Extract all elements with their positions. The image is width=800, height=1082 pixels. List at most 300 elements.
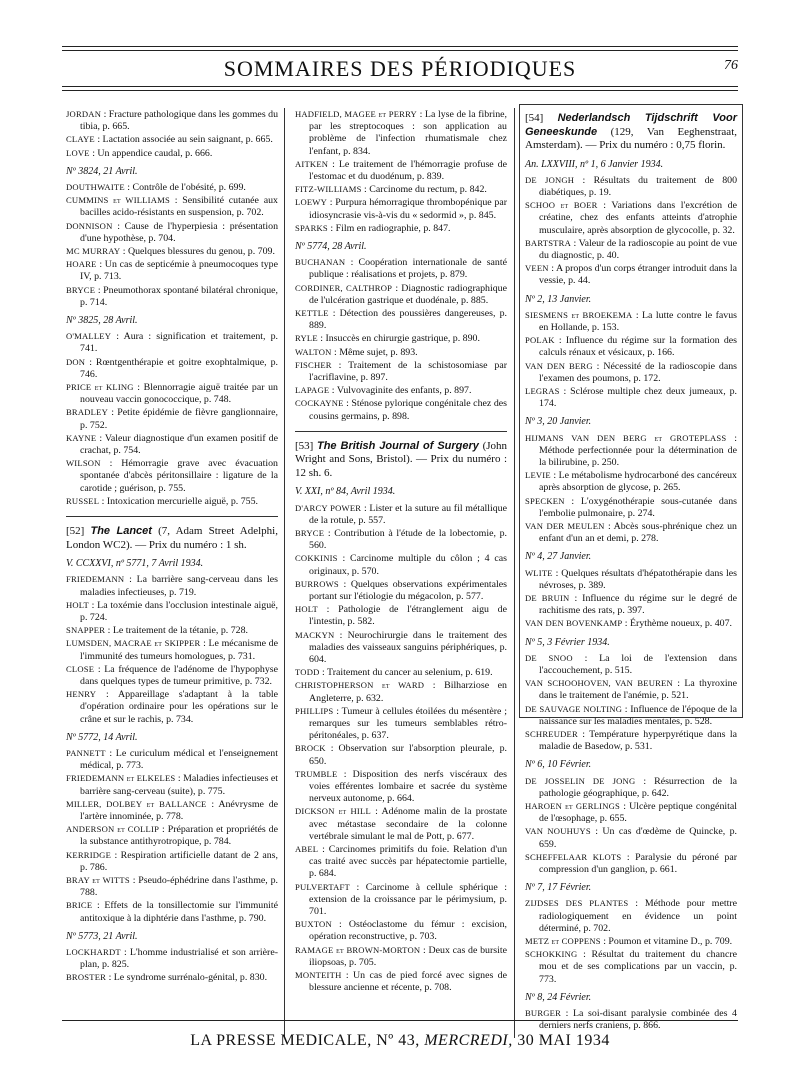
entry-text: : Appareillage s'adaptant à la table d'opération ordinaire pour les opérations sur le crâne et sur le rachis, p. 734. bbox=[80, 689, 279, 725]
header-rule-top-2 bbox=[62, 50, 738, 51]
issue-heading: V. CCXXVI, nº 5771, 7 Avril 1934. bbox=[66, 558, 204, 570]
entry-author: DON bbox=[66, 356, 86, 367]
list-item bbox=[295, 108, 507, 158]
entry-text: : Pathologie de l'étranglement aigu de l'intestin, p. 582. bbox=[309, 604, 507, 628]
journal-publisher: (John Wright and Sons, Bristol). — Prix du numéro : 12 sh. 6. bbox=[295, 439, 508, 479]
entry-author: CLOSE bbox=[66, 663, 95, 674]
footer-date: 30 MAI 1934 bbox=[517, 1032, 610, 1049]
list-item bbox=[525, 728, 737, 753]
footer-weekday: MERCREDI, bbox=[424, 1032, 513, 1049]
entry-text: : Intoxication mercurielle aiguë, p. 755. bbox=[101, 495, 258, 507]
entry-text: : Effets de la tonsillectomie sur l'immunité antitoxique à la diphtérie dans l'asthme, p. 790. bbox=[80, 900, 278, 924]
entry-author: CUMMINS et WILLIAMS bbox=[66, 195, 170, 206]
list-item bbox=[66, 194, 278, 219]
list-item bbox=[66, 406, 279, 431]
entry-author: KETTLE bbox=[295, 308, 329, 319]
entry-author: PHILLIPS bbox=[295, 705, 334, 716]
list-item bbox=[295, 346, 507, 359]
entry-text: : Rœntgenthérapie et goitre exophtalmique, p. 746. bbox=[80, 356, 279, 380]
entry-author: METZ et COPPENS bbox=[525, 936, 601, 947]
list-item bbox=[66, 663, 278, 688]
entry-text: : Pseudo-éphédrine dans l'asthme, p. 788. bbox=[80, 874, 279, 899]
list-item bbox=[295, 805, 507, 843]
entry-text: : Le traitement de l'hémorragie profuse de l'estomac et du duodénum, p. 839. bbox=[309, 158, 507, 183]
list-item bbox=[295, 196, 507, 221]
entry-text: : Température hyperpyrétique dans la maladie de Basedow, p. 531. bbox=[539, 729, 737, 753]
list-item bbox=[66, 573, 279, 598]
entry-text: : Le curiculum médical et l'enseignement médical, p. 773. bbox=[80, 747, 278, 772]
journal-publisher: (7, Adam Street Adelphi, London WC2). — Prix du numéro : 1 sh. bbox=[66, 525, 278, 551]
entry-text: : Blennorragie aiguë traitée par un nouveau vaccin gonococcique, p. 748. bbox=[80, 382, 278, 406]
entry-text: : Quelques blessures du genou, p. 709. bbox=[122, 246, 275, 258]
entry-author: HOLT bbox=[66, 599, 89, 610]
entry-text: : Variations dans l'excrétion de créatine, chez des enfants atteints d'atrophie musculaire, après absorption de glycocolle, p. 32. bbox=[539, 200, 737, 236]
entry-author: BRYCE bbox=[295, 527, 325, 538]
list-item bbox=[525, 800, 737, 825]
list-item bbox=[66, 330, 278, 355]
list-item bbox=[66, 457, 278, 495]
entry-author: HOARE bbox=[66, 259, 97, 270]
entry-text: : Insuccès en chirurgie gastrique, p. 890. bbox=[320, 333, 480, 345]
journal-name: Nederlandsch Tijdschrift Voor Geneeskunde bbox=[525, 112, 737, 138]
entry-author: TRUMBLE bbox=[295, 768, 338, 779]
entry-author: BRICE bbox=[66, 900, 93, 911]
entry-text: : Résultats du traitement de 800 diabétiques, p. 19. bbox=[539, 174, 738, 198]
entry-author: AITKEN bbox=[295, 158, 329, 169]
entry-text: : Disposition des nerfs viscéraux des voies efférentes lombaire et sacrée du système nerveux autonome, p. 664. bbox=[309, 768, 507, 805]
entry-author: LEVIE bbox=[525, 470, 551, 481]
entry-text: : La soi-disant paralysie combinée des 4 derniers nerfs craniens, p. 866. bbox=[539, 1008, 737, 1032]
list-item bbox=[66, 823, 278, 848]
entry-author: LOVE bbox=[66, 147, 90, 158]
entry-list bbox=[525, 775, 737, 877]
list-item bbox=[66, 245, 278, 258]
entry-author: CORDINER, CALTHROP bbox=[295, 282, 393, 293]
entry-author: SPARKS bbox=[295, 222, 328, 233]
entry-author: BRYCE bbox=[66, 284, 96, 295]
entry-text: : Deux cas de bursite iliopsoas, p. 705. bbox=[309, 944, 507, 968]
list-item bbox=[66, 432, 279, 457]
list-item bbox=[525, 775, 738, 800]
entry-author: RUSSEL bbox=[66, 495, 100, 506]
entry-author: JORDAN bbox=[66, 109, 102, 119]
entry-author: DE JONGH bbox=[525, 174, 575, 185]
section-divider bbox=[295, 431, 507, 432]
entry-author: LAPAGE bbox=[295, 385, 330, 396]
entry-author: WALTON bbox=[295, 346, 332, 357]
list-item bbox=[66, 108, 279, 133]
entry-author: BRAY et WITTS bbox=[66, 874, 130, 885]
issue-heading: An. LXXVIII, nº 1, 6 Janvier 1934. bbox=[525, 158, 664, 170]
entry-author: CLAYE bbox=[66, 134, 95, 145]
list-item bbox=[66, 599, 278, 624]
entry-author: WLITE bbox=[525, 567, 553, 578]
entry-list bbox=[66, 573, 278, 725]
entry-author: VAN DER MEULEN bbox=[525, 520, 605, 531]
entry-author: BURGER bbox=[525, 1008, 562, 1019]
entry-list bbox=[66, 181, 278, 309]
list-item bbox=[295, 183, 507, 196]
list-item bbox=[295, 768, 507, 806]
list-item bbox=[66, 181, 278, 194]
entry-text: : Méthode pour mettre radiologiquement en évidence un point déterminé, p. 702. bbox=[539, 898, 738, 934]
list-item bbox=[295, 158, 507, 183]
section-divider bbox=[66, 516, 278, 517]
list-item bbox=[66, 798, 279, 823]
issue-heading: Nº 5774, 28 Avril. bbox=[295, 241, 367, 253]
journal-number: [54] bbox=[525, 112, 544, 124]
entry-author: HOLT bbox=[295, 604, 318, 615]
issue-heading: Nº 3824, 21 Avril. bbox=[66, 165, 138, 177]
list-item bbox=[295, 502, 507, 527]
column-divider-right bbox=[514, 108, 515, 1038]
list-item bbox=[66, 637, 278, 662]
entry-author: SIESMENS et BROEKEMA bbox=[525, 309, 633, 320]
entry-text: : Ostéoclastome du fémur : excision, opération reconstructive, p. 703. bbox=[309, 919, 507, 943]
entry-text: : Carcinome du rectum, p. 842. bbox=[364, 184, 487, 196]
entry-author: WILSON bbox=[66, 458, 101, 469]
journal-name: The Lancet bbox=[90, 525, 152, 538]
issue-heading: V. XXI, nº 84, Avril 1934. bbox=[295, 486, 396, 498]
entry-text: : Influence du régime sur la formation des calculs rénaux et vésicaux, p. 166. bbox=[539, 335, 737, 359]
entry-author: ABEL bbox=[295, 844, 319, 855]
entry-text: : Carcinome multiple du côlon ; 4 cas originaux, p. 570. bbox=[309, 553, 507, 577]
entry-author: SCHOO et BOER bbox=[525, 200, 598, 211]
entry-text: : Le traitement de la tétanie, p. 728. bbox=[107, 625, 249, 637]
journal-number: [53] bbox=[295, 439, 314, 452]
entry-text: : Préparation et propriétés de la substance antithyrotropique, p. 784. bbox=[80, 824, 278, 848]
entry-author: LUMSDEN, MACRAE et SKIPPER bbox=[66, 638, 201, 649]
entry-text: : Aura : signification et traitement, p. 741. bbox=[80, 331, 278, 355]
list-item bbox=[295, 552, 507, 577]
entry-text: : Respiration artificielle datant de 2 ans, p. 786. bbox=[80, 849, 278, 873]
entry-text: : Un cas de septicémie à pneumocoques type IV, p. 713. bbox=[80, 259, 279, 283]
entry-text: : Lister et la suture au fil métallique de la rotule, p. 557. bbox=[309, 502, 507, 526]
list-item bbox=[295, 527, 507, 552]
page-title: SOMMAIRES DES PÉRIODIQUES bbox=[223, 56, 577, 81]
entry-text: : Un appendice caudal, p. 666. bbox=[92, 147, 213, 159]
entry-author: BROCK bbox=[295, 743, 326, 754]
list-item bbox=[295, 397, 507, 422]
entry-author: FITZ-WILLIAMS bbox=[295, 184, 362, 195]
entry-text: : Nécessité de la radioscopie dans l'examen des poumons, p. 172. bbox=[539, 360, 737, 384]
list-item bbox=[66, 899, 278, 924]
journal-heading bbox=[66, 525, 278, 552]
issue-heading: Nº 4, 27 Janvier. bbox=[525, 551, 592, 563]
list-item bbox=[525, 935, 737, 948]
entry-text: : Contribution à l'étude de la lobectomie, p. 560. bbox=[309, 527, 507, 552]
entry-text: : Un cas de pied forcé avec signes de blessure ancienne et récente, p. 708. bbox=[309, 970, 508, 994]
entry-text: : Cause de l'hyperpiesia : présentation d'une hypothèse, p. 704. bbox=[80, 220, 279, 244]
list-item bbox=[66, 772, 279, 797]
entry-author: BURROWS bbox=[295, 578, 339, 589]
list-item bbox=[295, 918, 507, 943]
issue-heading: Nº 5, 3 Février 1934. bbox=[525, 636, 610, 648]
issue-heading: Nº 8, 24 Février. bbox=[525, 991, 592, 1003]
entry-author: BROSTER bbox=[66, 972, 107, 983]
list-item bbox=[66, 747, 278, 772]
entry-author: VAN DEN BERG bbox=[525, 360, 593, 371]
entry-text: : Quelques observations expérimentales portant sur l'étiologie du mégacolon, p. 577. bbox=[309, 578, 507, 602]
entry-text: : Poumon et vitamine D., p. 709. bbox=[603, 936, 733, 948]
entry-text: : Ulcère peptique congénital de l'œsophage, p. 655. bbox=[539, 801, 737, 825]
entry-author: POLAK bbox=[525, 335, 555, 346]
entry-author: FRIEDEMANN bbox=[66, 574, 125, 585]
entry-text: : Un cas d'œdème de Quincke, p. 659. bbox=[539, 826, 738, 850]
entry-text: : Sténose pylorique congénitale chez des cousins germains, p. 898. bbox=[309, 398, 507, 422]
entry-text: : La loi de l'extension dans l'accouchement, p. 515. bbox=[539, 652, 737, 677]
list-item bbox=[295, 222, 507, 235]
entry-author: DICKSON et HILL bbox=[295, 806, 371, 817]
journal-frame-right bbox=[519, 104, 743, 718]
entry-text: : Abcès sous-phrénique chez un enfant d'un an et demi, p. 278. bbox=[539, 520, 737, 545]
list-item bbox=[295, 944, 507, 969]
list-item bbox=[295, 679, 507, 704]
issue-heading: Nº 7, 17 Février. bbox=[525, 882, 592, 894]
entry-author: MILLER, DOLBEY et BALLANCE bbox=[66, 798, 207, 809]
entry-text: : Coopération internationale de santé publique : réalisations et projets, p. 879. bbox=[309, 257, 507, 281]
issue-heading: Nº 3, 20 Janvier. bbox=[525, 416, 592, 428]
list-item bbox=[66, 220, 279, 245]
entry-author: ANDERSON et COLLIP bbox=[66, 824, 160, 835]
issue-heading: Nº 5773, 21 Avril. bbox=[66, 930, 138, 942]
entry-text: : Valeur de la radioscopie au point de vue du diagnostic, p. 40. bbox=[539, 237, 738, 261]
entry-text: : Tumeur à cellules étoilées du mésentère ; remarques sur les tumeurs semblables rétro-péritonéales, p. 637. bbox=[309, 705, 508, 742]
entry-text: : Hémorragie grave avec évacuation spontanée d'abcès péritonsillaire : ligature de la carotide ; guérison, p. 755. bbox=[80, 458, 278, 494]
column-left bbox=[66, 108, 278, 985]
entry-author: TODD bbox=[295, 667, 320, 678]
list-item bbox=[66, 356, 279, 381]
list-item bbox=[295, 359, 507, 384]
list-item bbox=[295, 969, 508, 994]
issue-heading: Nº 2, 13 Janvier. bbox=[525, 293, 592, 305]
entry-list bbox=[295, 256, 507, 423]
list-item bbox=[295, 881, 507, 919]
footer-rule bbox=[62, 1020, 738, 1021]
list-item bbox=[295, 384, 507, 397]
entry-text: : Même sujet, p. 893. bbox=[334, 346, 418, 358]
entry-author: DE SNOO bbox=[525, 652, 573, 663]
entry-text: : Neurochirurgie dans le traitement des maladies des vaisseaux sanguins périphériques, p. 604. bbox=[309, 629, 507, 666]
entry-list bbox=[66, 747, 278, 925]
entry-text: : La lyse de la fibrine, par les streptocoques : son application au problème de l'infection rhumatismale chez l'enfant, p. 834. bbox=[309, 109, 507, 157]
entry-author: LEGRAS bbox=[525, 385, 560, 396]
entry-text: : Traitement du cancer au selenium, p. 619. bbox=[321, 667, 493, 679]
entry-text: : Carcinomes primitifs du foie. Relation d'un cas traité avec succès par hépatectomie partielle, p. 684. bbox=[309, 844, 508, 880]
entry-author: HIJMANS VAN DEN BERG et GROTEPLASS bbox=[525, 432, 727, 443]
entry-author: MONTEITH bbox=[295, 970, 342, 981]
entry-author: LOCKHARDT bbox=[66, 946, 121, 957]
header-rule-top bbox=[62, 46, 738, 47]
list-item bbox=[525, 897, 738, 935]
entry-text: : Lactation associée au sein saignant, p. 665. bbox=[97, 134, 273, 146]
entry-text: : Contrôle de l'obésité, p. 699. bbox=[127, 182, 246, 194]
entry-list bbox=[66, 108, 278, 160]
header-rule-bottom bbox=[62, 86, 738, 87]
entry-text: : Purpura hémorragique thrombopénique par idiosyncrasie vis-à-vis du « sedormid », p. 845. bbox=[309, 197, 507, 221]
list-item bbox=[525, 948, 737, 986]
entry-text: : La barrière sang-cerveau dans les maladies infectieuses, p. 719. bbox=[80, 574, 279, 598]
entry-author: SNAPPER bbox=[66, 625, 106, 636]
entry-text: : A propos d'un corps étranger introduit dans la vessie, p. 44. bbox=[539, 263, 737, 287]
entry-author: VAN NOUHUYS bbox=[525, 826, 591, 837]
entry-text: : Influence de l'époque de la naissance sur les maladies mentales, p. 528. bbox=[539, 703, 737, 727]
entry-author: DE JOSSELIN DE JONG bbox=[525, 775, 636, 786]
list-item bbox=[295, 603, 507, 628]
entry-text: : La thyroxine dans le traitement de l'anémie, p. 521. bbox=[539, 678, 737, 702]
entry-author: SCHEFFELAAR KLOTS bbox=[525, 851, 622, 862]
entry-author: DONNISON bbox=[66, 220, 113, 231]
entry-text: : Résultat du traitement du chancre mou et de ses complications par un vaccin, p. 773. bbox=[539, 949, 737, 985]
entry-author: BARTSTRA bbox=[525, 237, 571, 248]
issue-heading: Nº 6, 10 Février. bbox=[525, 759, 592, 771]
entry-author: KERRIDGE bbox=[66, 849, 112, 860]
entry-text: : Valeur diagnostique d'un examen positif de crachat, p. 754. bbox=[80, 432, 279, 457]
entry-text: : Traitement de la schistosomiase par l'acriflavine, p. 897. bbox=[309, 359, 507, 384]
entry-text: : Fracture pathologique dans les gommes du tibia, p. 665. bbox=[80, 109, 279, 133]
list-item bbox=[295, 742, 508, 767]
list-item bbox=[66, 849, 278, 874]
entry-text: : La lutte contre le favus en Hollande, p. 153. bbox=[539, 309, 737, 333]
entry-text: : Film en radiographie, p. 847. bbox=[330, 222, 451, 234]
issue-heading: Nº 3825, 28 Avril. bbox=[66, 315, 138, 327]
entry-author: FRIEDEMANN et ELKELES bbox=[66, 773, 176, 784]
entry-text: : Pneumothorax spontané bilatéral chronique, p. 714. bbox=[80, 284, 279, 308]
list-item bbox=[295, 256, 507, 281]
list-item bbox=[66, 147, 278, 160]
entry-author: MC MURRAY bbox=[66, 246, 121, 257]
entry-text: : Le métabolisme hydrocarboné des cancéreux après absorption de glycose, p. 265. bbox=[539, 470, 737, 494]
entry-text: : Diagnostic radiographique de l'ulcération gastrique et duodénale, p. 885. bbox=[309, 282, 507, 306]
entry-author: BUCHANAN bbox=[295, 257, 346, 268]
entry-list bbox=[295, 108, 507, 235]
journal-number: [52] bbox=[66, 525, 85, 538]
entry-text: : Érythème noueux, p. 407. bbox=[624, 618, 733, 630]
entry-text: : Méthode perfectionnée pour la détermination de la bilirubine, p. 250. bbox=[539, 432, 738, 468]
entry-text: : Bilharziose en Angleterre, p. 632. bbox=[309, 680, 507, 704]
column-middle bbox=[295, 108, 507, 995]
list-item bbox=[66, 624, 278, 637]
list-item bbox=[295, 666, 507, 679]
entry-text: : Paralysie du péroné par compression d'un ganglion, p. 661. bbox=[539, 851, 737, 876]
entry-author: PANNETT bbox=[66, 747, 106, 758]
list-item bbox=[66, 946, 279, 971]
entry-author: RAMAGE et BROWN-MORTON bbox=[295, 944, 421, 955]
entry-author: RYLE bbox=[295, 333, 318, 344]
list-item bbox=[66, 284, 279, 309]
entry-author: VEEN bbox=[525, 263, 549, 274]
footer-journal: LA PRESSE MEDICALE, Nº 43, bbox=[190, 1032, 420, 1049]
list-item bbox=[295, 307, 507, 332]
entry-author: COCKAYNE bbox=[295, 398, 344, 409]
journal-heading bbox=[295, 440, 507, 481]
entry-author: DE SAUVAGE NOLTING bbox=[525, 703, 623, 714]
journal-publisher: (129, Van Eeghenstraat, Amsterdam). — Prix du numéro : 0,75 florin. bbox=[525, 125, 737, 151]
entry-text: : Carcinome à cellule sphérique : extension de la croissance par le périmysium, p. 701. bbox=[309, 881, 507, 918]
list-item bbox=[295, 282, 507, 307]
entry-text: : Anévrysme de l'artère innominée, p. 778. bbox=[80, 798, 279, 822]
entry-text: : Le mécanisme de l'immunité des tumeurs homologues, p. 731. bbox=[80, 638, 278, 662]
entry-list bbox=[66, 946, 278, 985]
entry-list bbox=[66, 330, 278, 508]
entry-author: VAN DEN BOVENKAMP bbox=[525, 618, 623, 629]
entry-text: : Quelques résultats d'hépatothérapie dans les névroses, p. 389. bbox=[539, 567, 738, 591]
entry-author: DE BRUIN bbox=[525, 593, 570, 603]
entry-author: MACKYN bbox=[295, 629, 335, 640]
entry-author: FISCHER bbox=[295, 359, 332, 370]
list-item bbox=[66, 258, 279, 283]
entry-text: : Sclérose multiple chez deux jumeaux, p. 174. bbox=[539, 385, 737, 410]
entry-author: SCHOKKING bbox=[525, 949, 578, 960]
list-item bbox=[66, 688, 279, 726]
entry-text: : Vulvovaginite des enfants, p. 897. bbox=[331, 385, 472, 397]
entry-author: CHRISTOPHERSON et WARD bbox=[295, 680, 425, 691]
entry-text: : Détection des poussières dangereuses, p. 889. bbox=[309, 308, 507, 332]
entry-text: : Influence du régime sur le degré de rachitisme des rats, p. 397. bbox=[539, 593, 738, 617]
header-rule-bottom-2 bbox=[62, 90, 738, 91]
list-item bbox=[525, 851, 737, 876]
entry-author: PULVERTAFT bbox=[295, 881, 350, 892]
entry-text: : Sensibilité cutanée aux bacilles acido-résistants en suspension, p. 702. bbox=[80, 195, 278, 219]
journal-name: The British Journal of Surgery bbox=[316, 439, 479, 452]
entry-author: BUXTON bbox=[295, 919, 332, 930]
entry-author: DOUTHWAITE bbox=[66, 182, 125, 193]
entry-author: HAROEN et GERLINGS bbox=[525, 801, 620, 812]
entry-author: SPECKEN bbox=[525, 495, 565, 506]
entry-text: : Petite épidémie de fièvre ganglionnaire, p. 752. bbox=[80, 407, 279, 431]
entry-text: : L'homme industrialisé et son arrière-plan, p. 825. bbox=[80, 946, 279, 971]
column-divider-left bbox=[284, 108, 285, 1038]
list-item bbox=[295, 843, 508, 881]
entry-text: : L'oxygénothérapie sous-cutanée dans l'embolie pulmonaire, p. 274. bbox=[539, 495, 737, 519]
page-number: 76 bbox=[724, 58, 738, 73]
entry-author: VAN SCHOOHOVEN, VAN BEUREN bbox=[525, 678, 673, 689]
entry-text: : Résurrection de la pathologie géographique, p. 642. bbox=[539, 775, 738, 799]
page-footer bbox=[0, 1032, 800, 1050]
list-item bbox=[66, 971, 278, 984]
list-item bbox=[66, 381, 278, 406]
entry-text: : Adénome malin de la prostate avec métastase secondaire de la colonne vertébrale simulant le mal de Pott, p. 677. bbox=[309, 806, 507, 842]
entry-author: COKKINIS bbox=[295, 553, 338, 564]
entry-author: O'MALLEY bbox=[66, 331, 112, 342]
entry-author: HENRY bbox=[66, 689, 97, 700]
entry-text: : La toxémie dans l'occlusion intestinale aiguë, p. 724. bbox=[80, 599, 278, 623]
entry-text: : Maladies infectieuses et barrière sang-cerveau (suite), p. 775. bbox=[80, 773, 279, 797]
list-item bbox=[66, 133, 278, 146]
list-item bbox=[295, 705, 508, 743]
entry-author: ZIJDSES DES PLANTES bbox=[525, 898, 629, 909]
issue-heading: Nº 5772, 14 Avril. bbox=[66, 731, 138, 743]
entry-author: HADFIELD, MAGEE et PERRY bbox=[295, 109, 417, 119]
entry-text: : Le syndrome surrénalo-génital, p. 830. bbox=[108, 972, 268, 984]
entry-author: SCHREUDER bbox=[525, 729, 578, 740]
entry-author: BRADLEY bbox=[66, 407, 108, 418]
entry-list bbox=[295, 502, 507, 995]
entry-text: : Observation sur l'absorption pleurale, p. 650. bbox=[309, 743, 508, 767]
list-item bbox=[66, 874, 279, 899]
entry-author: KAYNE bbox=[66, 432, 97, 443]
entry-text: : La fréquence de l'adénome de l'hypophyse dans quelques types de tumeur primitive, p. 732. bbox=[80, 663, 278, 687]
entry-author: D'ARCY POWER bbox=[295, 502, 362, 513]
entry-author: LOEWY bbox=[295, 197, 328, 208]
list-item bbox=[66, 495, 278, 508]
list-item bbox=[295, 332, 507, 345]
list-item bbox=[525, 825, 738, 850]
entry-author: PRICE et KLING bbox=[66, 382, 134, 393]
list-item bbox=[295, 629, 507, 667]
entry-list bbox=[525, 897, 737, 985]
list-item bbox=[295, 578, 507, 603]
